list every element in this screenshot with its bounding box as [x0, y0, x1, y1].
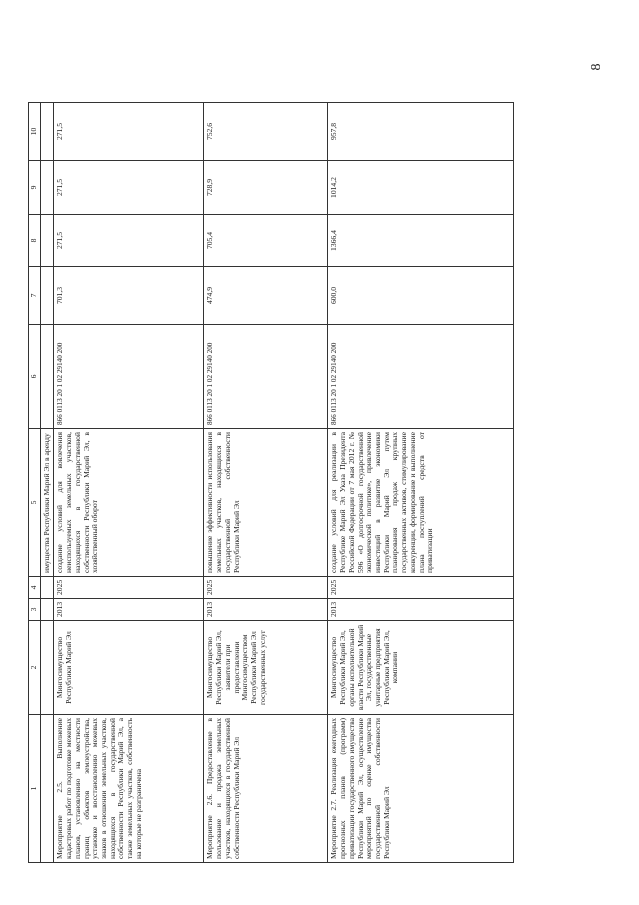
column-number: 4 — [29, 577, 41, 599]
column-number: 7 — [29, 267, 41, 325]
column-number: 8 — [29, 215, 41, 267]
executor-cell: Мингосимущество Республики Марий Эл, органы исполнительной власти Республики Марий Эл, государственные унитарные предприятия Республики Марий Эл, компании — [328, 621, 514, 715]
program-measures-table — [28, 102, 514, 863]
expected-result-cell: создание условий для вовлечения неиспользуемых земельных участков, находящихся в государственной собственности Республики Марий Эл, в хозяйственный оборот — [54, 429, 204, 577]
start-year-cell: 2013 — [328, 599, 514, 621]
column-number-row — [29, 103, 41, 863]
page-number: 8 — [589, 63, 604, 71]
expected-result-cell: создание условий для реализации в Республике Марий Эл Указа Президента Российской Федерации от 7 мая 2012 г. № 596 «О долгосрочной государственной экономической политике», привлечение инвестиций в развитие экономики Республики Марий Эл путем планирования продаж крупных государственных активов, стимулирование конкуренции, формирование и выполнение плана поступлений средств от приватизации — [328, 429, 514, 577]
end-year-cell: 2025 — [54, 577, 204, 599]
budget-code-cell: 866 0113 20 1 02 29140 200 — [204, 325, 328, 429]
budget-code-cell: 866 0113 20 1 02 29140 200 — [54, 325, 204, 429]
executor-cell: Мингосимущество Республики Марий Эл — [54, 621, 204, 715]
budget-code-cell: 866 0113 20 1 02 29140 200 — [328, 325, 514, 429]
column-number: 5 — [29, 429, 41, 577]
table-row — [54, 103, 204, 863]
table-row — [204, 103, 328, 863]
amount-cell: 1014,2 — [328, 161, 514, 215]
amount-cell: 271,5 — [54, 215, 204, 267]
expected-result-cell: повышение эффективности использования земельных участков, находящихся в государственной собственности Республики Марий Эл — [204, 429, 328, 577]
continued-result-cell: имущества Республики Марий Эл в аренду — [40, 429, 54, 577]
table-row — [328, 103, 514, 863]
amount-cell: 271,5 — [54, 161, 204, 215]
start-year-cell: 2013 — [204, 599, 328, 621]
measure-name-cell: Мероприятие 2.7. Реализация ежегодных прогнозных планов (программ) приватизации государственного имущества Республики Марий Эл, осуществление мероприятий по оценке имущества государственной собственности Республики Марий Эл — [328, 715, 514, 863]
amount-cell: 957,8 — [328, 103, 514, 161]
column-number: 3 — [29, 599, 41, 621]
continuation-row — [40, 103, 54, 863]
start-year-cell: 2013 — [54, 599, 204, 621]
amount-cell: 600,0 — [328, 267, 514, 325]
end-year-cell: 2025 — [204, 577, 328, 599]
amount-cell: 701,3 — [54, 267, 204, 325]
executor-cell: Мингосимущество Республики Марий Эл, заявители при предоставлении Мингосимуществом Республики Марий Эл государственных услуг — [204, 621, 328, 715]
column-number: 6 — [29, 325, 41, 429]
column-number: 2 — [29, 621, 41, 715]
column-number: 10 — [29, 103, 41, 161]
column-number: 9 — [29, 161, 41, 215]
amount-cell: 1366,4 — [328, 215, 514, 267]
rotated-sheet — [28, 103, 632, 863]
amount-cell: 271,5 — [54, 103, 204, 161]
measure-name-cell: Мероприятие 2.6. Предоставление в пользование и продажа земельных участков, находящихся в государственной собственности Республики Марий Эл — [204, 715, 328, 863]
amount-cell: 705,4 — [204, 215, 328, 267]
amount-cell: 474,9 — [204, 267, 328, 325]
amount-cell: 752,6 — [204, 103, 328, 161]
amount-cell: 728,9 — [204, 161, 328, 215]
column-number: 1 — [29, 715, 41, 863]
measure-name-cell: Мероприятие 2.5. Выполнение кадастровых работ по подготовке межевых планов, установлению на местности границ объектов землеустройства, установке и восстановлению межевых знаков в отношении земельных участков, находящихся в государственной собственности Республики Марий Эл, а также земельных участков, собственность на которые не разграничена — [54, 715, 204, 863]
end-year-cell: 2025 — [328, 577, 514, 599]
